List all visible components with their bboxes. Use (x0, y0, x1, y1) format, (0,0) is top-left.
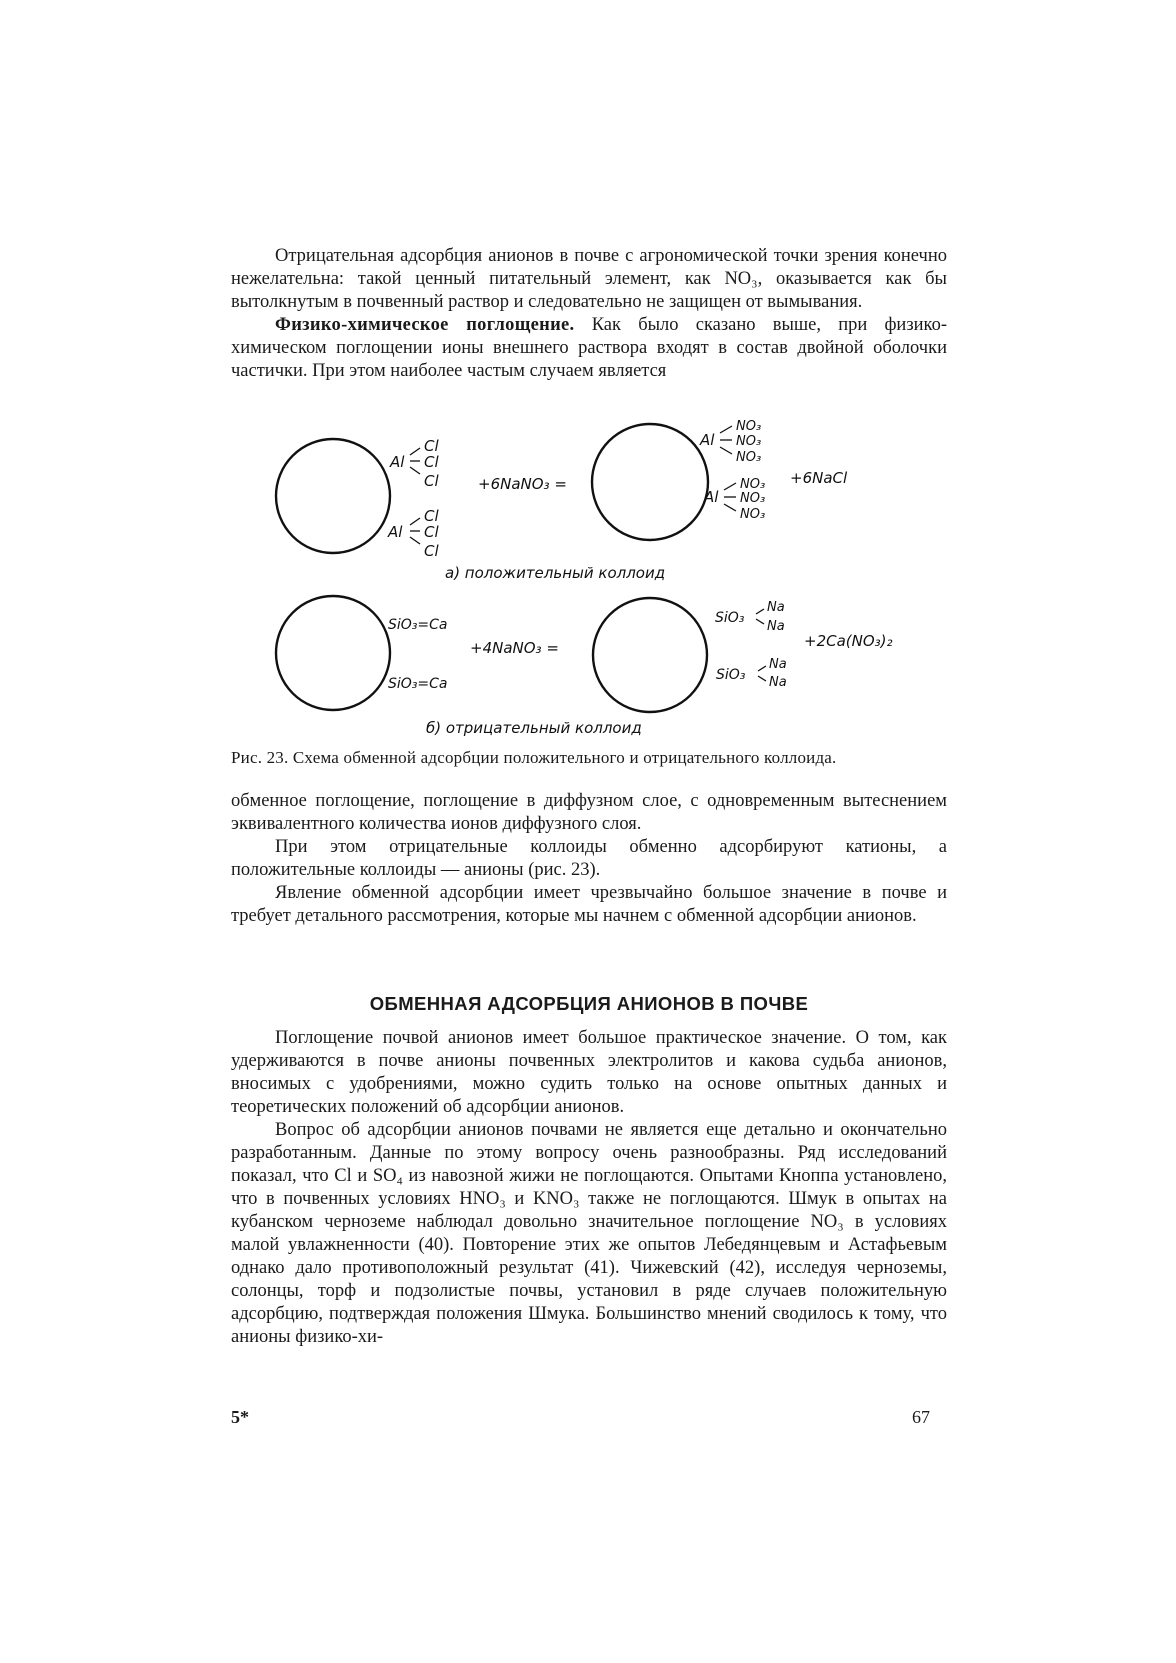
signature-mark: 5* (231, 1407, 249, 1427)
paragraph-3: обменное поглощение, поглощение в диффузном слое, с одновременным вытеснением эквивалентного количества ионов диффузного слоя. (231, 791, 947, 834)
paragraph-4: При этом отрицательные коллоиды обменно адсорбируют катионы, а положительные коллоиды — анионы (рис. 23). (231, 837, 947, 880)
a-cl-6: Cl (424, 542, 439, 560)
a-cl-1: Cl (424, 437, 439, 455)
a-result: +6NaCl (790, 469, 848, 487)
text-block-bottom (231, 1027, 947, 1349)
paragraph-2-lead: Физико-химическое поглощение. (275, 315, 575, 335)
a-no3-2: NO₃ (736, 434, 762, 449)
b-na-1: Na (767, 600, 785, 615)
a-plus-reagent: +6NaNO₃ = (478, 475, 567, 493)
a-no3-1: NO₃ (736, 419, 762, 434)
a-no3-5: NO₃ (740, 491, 766, 506)
a-no3-6: NO₃ (740, 507, 766, 522)
b-na-3: Na (769, 657, 787, 672)
a-cl-2: Cl (424, 453, 439, 471)
a-no3-3: NO₃ (736, 450, 762, 465)
a-al-right-bot: Al (704, 488, 719, 506)
a-al-top: Al (390, 453, 405, 471)
a-al-right-top: Al (700, 431, 715, 449)
colloid-a-left (276, 439, 390, 553)
label-positive-colloid: а) положительный коллоид (445, 564, 666, 582)
paragraph-6: Поглощение почвой анионов имеет большое практическое значение. О том, как удерживаются в почве анионы почвенных электролитов и какова судьба анионов, вносимых с удобрениями, можно судить только на основе опытных данных и теоретических положений об адсорбции анионов. (231, 1028, 947, 1117)
paragraph-2-rest: Как было сказано выше, при физико-химическом поглощении ионы внешнего раствора входят в состав двойной оболочки частички. При этом наиболее частым случаем является (231, 315, 948, 381)
b-right-bot: SiO₃ (716, 667, 746, 683)
text-block-middle (231, 790, 947, 928)
figure-23 (0, 0, 1176, 760)
figure-caption: Рис. 23. Схема обменной адсорбции положительного и отрицательного коллоида. (231, 748, 837, 767)
colloid-b-right (593, 598, 707, 712)
b-left-top: SiO₃=Ca (388, 617, 448, 633)
b-left-bot: SiO₃=Ca (388, 676, 448, 692)
b-right-top: SiO₃ (715, 610, 745, 626)
b-result: +2Ca(NO₃)₂ (804, 632, 893, 650)
a-cl-4: Cl (424, 507, 439, 525)
b-na-2: Na (767, 619, 785, 634)
a-al-bot: Al (388, 523, 403, 541)
a-cl-3: Cl (424, 472, 439, 490)
b-plus-reagent: +4NaNO₃ = (470, 639, 559, 657)
colloid-b-left (276, 596, 390, 710)
a-cl-5: Cl (424, 523, 439, 541)
a-no3-4: NO₃ (740, 477, 766, 492)
section-heading: ОБМЕННАЯ АДСОРБЦИЯ АНИОНОВ В ПОЧВЕ (369, 993, 809, 1014)
page-number: 67 (912, 1407, 930, 1427)
b-na-4: Na (769, 675, 787, 690)
colloid-a-right (592, 424, 708, 540)
paragraph-7: Вопрос об адсорбции анионов почвами не является еще детально и окончательно разработанным. Данные по этому вопросу очень разнообразны. Ряд исследований показал, что Cl и SO₄ из навозной жижи не поглощаются. Опытами Кноппа установлено, что в почвенных условиях HNO₃ и KNO₃ также не поглощаются. Шмук в опытах на кубанском черноземе наблюдал довольно значительное поглощение NO₃ в условиях малой увлажненности (40). Повторение этих же опытов Лебедянцевым и Астафьевым однако дало противоположный результат (41). Чижевский (42), исследуя черноземы, солонцы, торф и подзолистые почвы, установил в ряде случаев положительную адсорбцию, подтверждая положения Шмука. Большинство мнений сводилось к тому, что анионы физико-хи- (231, 1120, 947, 1347)
paragraph-1: Отрицательная адсорбция анионов в почве с агрономической точки зрения конечно нежелательна: такой ценный питательный элемент, как NO₃, оказывается как бы вытолкнутым в почвенный раствор и следовательно не защищен от вымывания. (231, 246, 947, 312)
paragraph-5: Явление обменной адсорбции имеет чрезвычайно большое значение в почве и требует детального рассмотрения, которые мы начнем с обменной адсорбции анионов. (231, 883, 947, 926)
label-negative-colloid: б) отрицательный коллоид (426, 719, 642, 737)
